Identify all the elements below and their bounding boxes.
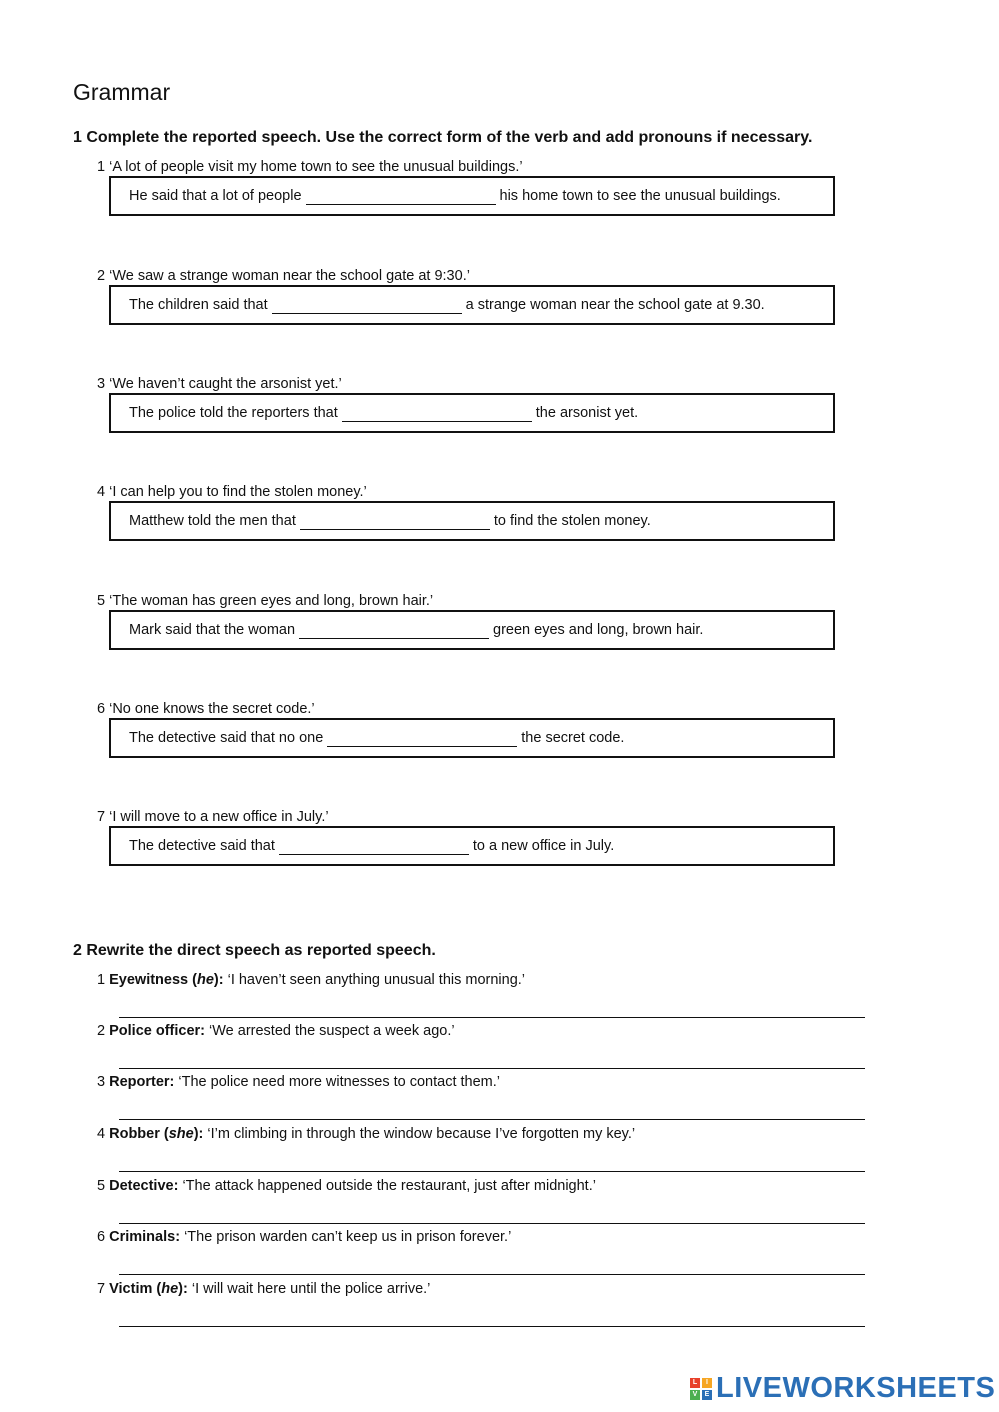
ex1-prompt: 4 ‘I can help you to find the stolen money.’	[97, 484, 367, 500]
ex2-item-5	[97, 1177, 867, 1224]
ex1-answer-box: The detective said that no one the secret code.	[109, 718, 835, 758]
ex1-blank-input-7[interactable]	[279, 838, 469, 855]
speaker-label: Police officer:	[109, 1023, 205, 1039]
ex2-answer-input-4[interactable]	[119, 1151, 865, 1172]
ex1-item-2	[97, 267, 827, 325]
ex2-prompt: 6 Criminals: ‘The prison warden can’t keep us in prison forever.’	[97, 1229, 512, 1245]
ex2-prompt: 3 Reporter: ‘The police need more witnesses to contact them.’	[97, 1074, 500, 1090]
ex2-answer-input-2[interactable]	[119, 1048, 865, 1069]
ex1-blank-input-6[interactable]	[327, 730, 517, 747]
liveworksheets-logo	[690, 1372, 995, 1405]
ex2-prompt: 2 Police officer: ‘We arrested the suspect a week ago.’	[97, 1023, 455, 1039]
exercise-1-heading: 1 Complete the reported speech. Use the correct form of the verb and add pronouns if necessary.	[73, 129, 813, 146]
ex1-answer-box: The children said that a strange woman near the school gate at 9.30.	[109, 285, 835, 325]
speaker-label: Reporter:	[109, 1074, 175, 1090]
ex1-prompt: 3 ‘We haven’t caught the arsonist yet.’	[97, 376, 342, 392]
speaker-label: Detective:	[109, 1178, 179, 1194]
ex2-answer-input-1[interactable]	[119, 997, 865, 1018]
ex2-answer-input-3[interactable]	[119, 1099, 865, 1120]
ex2-answer-input-7[interactable]	[119, 1306, 865, 1327]
ex1-item-4	[97, 483, 827, 541]
ex1-blank-input-5[interactable]	[299, 622, 489, 639]
ex1-answer-box: The detective said that to a new office in July.	[109, 826, 835, 866]
ex1-item-1	[97, 158, 827, 216]
ex1-prompt: 5 ‘The woman has green eyes and long, brown hair.’	[97, 593, 434, 609]
ex1-item-7	[97, 808, 827, 866]
ex1-prompt: 6 ‘No one knows the secret code.’	[97, 701, 315, 717]
ex2-prompt: 1 Eyewitness (he): ‘I haven’t seen anything unusual this morning.’	[97, 972, 526, 988]
exercise-2-heading: 2 Rewrite the direct speech as reported speech.	[73, 942, 436, 959]
speaker-label: Eyewitness (he):	[109, 972, 224, 988]
logo-blocks-icon: L I V E	[690, 1378, 712, 1400]
brand-name: LIVEWORKSHEETS	[716, 1372, 996, 1404]
ex1-answer-box: Mark said that the woman green eyes and long, brown hair.	[109, 610, 835, 650]
ex1-prompt: 1 ‘A lot of people visit my home town to see the unusual buildings.’	[97, 159, 523, 175]
speaker-label: Robber (she):	[109, 1126, 204, 1142]
ex2-item-1	[97, 971, 867, 1018]
speaker-label: Criminals:	[109, 1229, 181, 1245]
ex1-blank-input-1[interactable]	[306, 188, 496, 205]
ex1-item-3	[97, 375, 827, 433]
ex1-blank-input-4[interactable]	[300, 513, 490, 530]
ex2-prompt: 7 Victim (he): ‘I will wait here until the police arrive.’	[97, 1281, 431, 1297]
ex1-blank-input-3[interactable]	[342, 405, 532, 422]
ex2-prompt: 5 Detective: ‘The attack happened outside the restaurant, just after midnight.’	[97, 1178, 596, 1194]
ex2-answer-input-6[interactable]	[119, 1254, 865, 1275]
ex2-item-3	[97, 1073, 867, 1120]
ex2-answer-input-5[interactable]	[119, 1203, 865, 1224]
ex1-answer-box: Matthew told the men that to find the stolen money.	[109, 501, 835, 541]
ex1-answer-box: He said that a lot of people his home town to see the unusual buildings.	[109, 176, 835, 216]
ex1-prompt: 7 ‘I will move to a new office in July.’	[97, 809, 329, 825]
ex1-item-5	[97, 592, 827, 650]
ex1-prompt: 2 ‘We saw a strange woman near the school gate at 9:30.’	[97, 268, 470, 284]
ex1-item-6	[97, 700, 827, 758]
ex2-item-6	[97, 1228, 867, 1275]
ex2-item-7	[97, 1280, 867, 1327]
ex1-answer-box: The police told the reporters that the arsonist yet.	[109, 393, 835, 433]
ex2-item-4	[97, 1125, 867, 1172]
page-title: Grammar	[73, 79, 171, 105]
ex2-item-2	[97, 1022, 867, 1069]
speaker-label: Victim (he):	[109, 1281, 188, 1297]
ex2-prompt: 4 Robber (she): ‘I’m climbing in through the window because I’ve forgotten my key.’	[97, 1126, 636, 1142]
ex1-blank-input-2[interactable]	[272, 297, 462, 314]
